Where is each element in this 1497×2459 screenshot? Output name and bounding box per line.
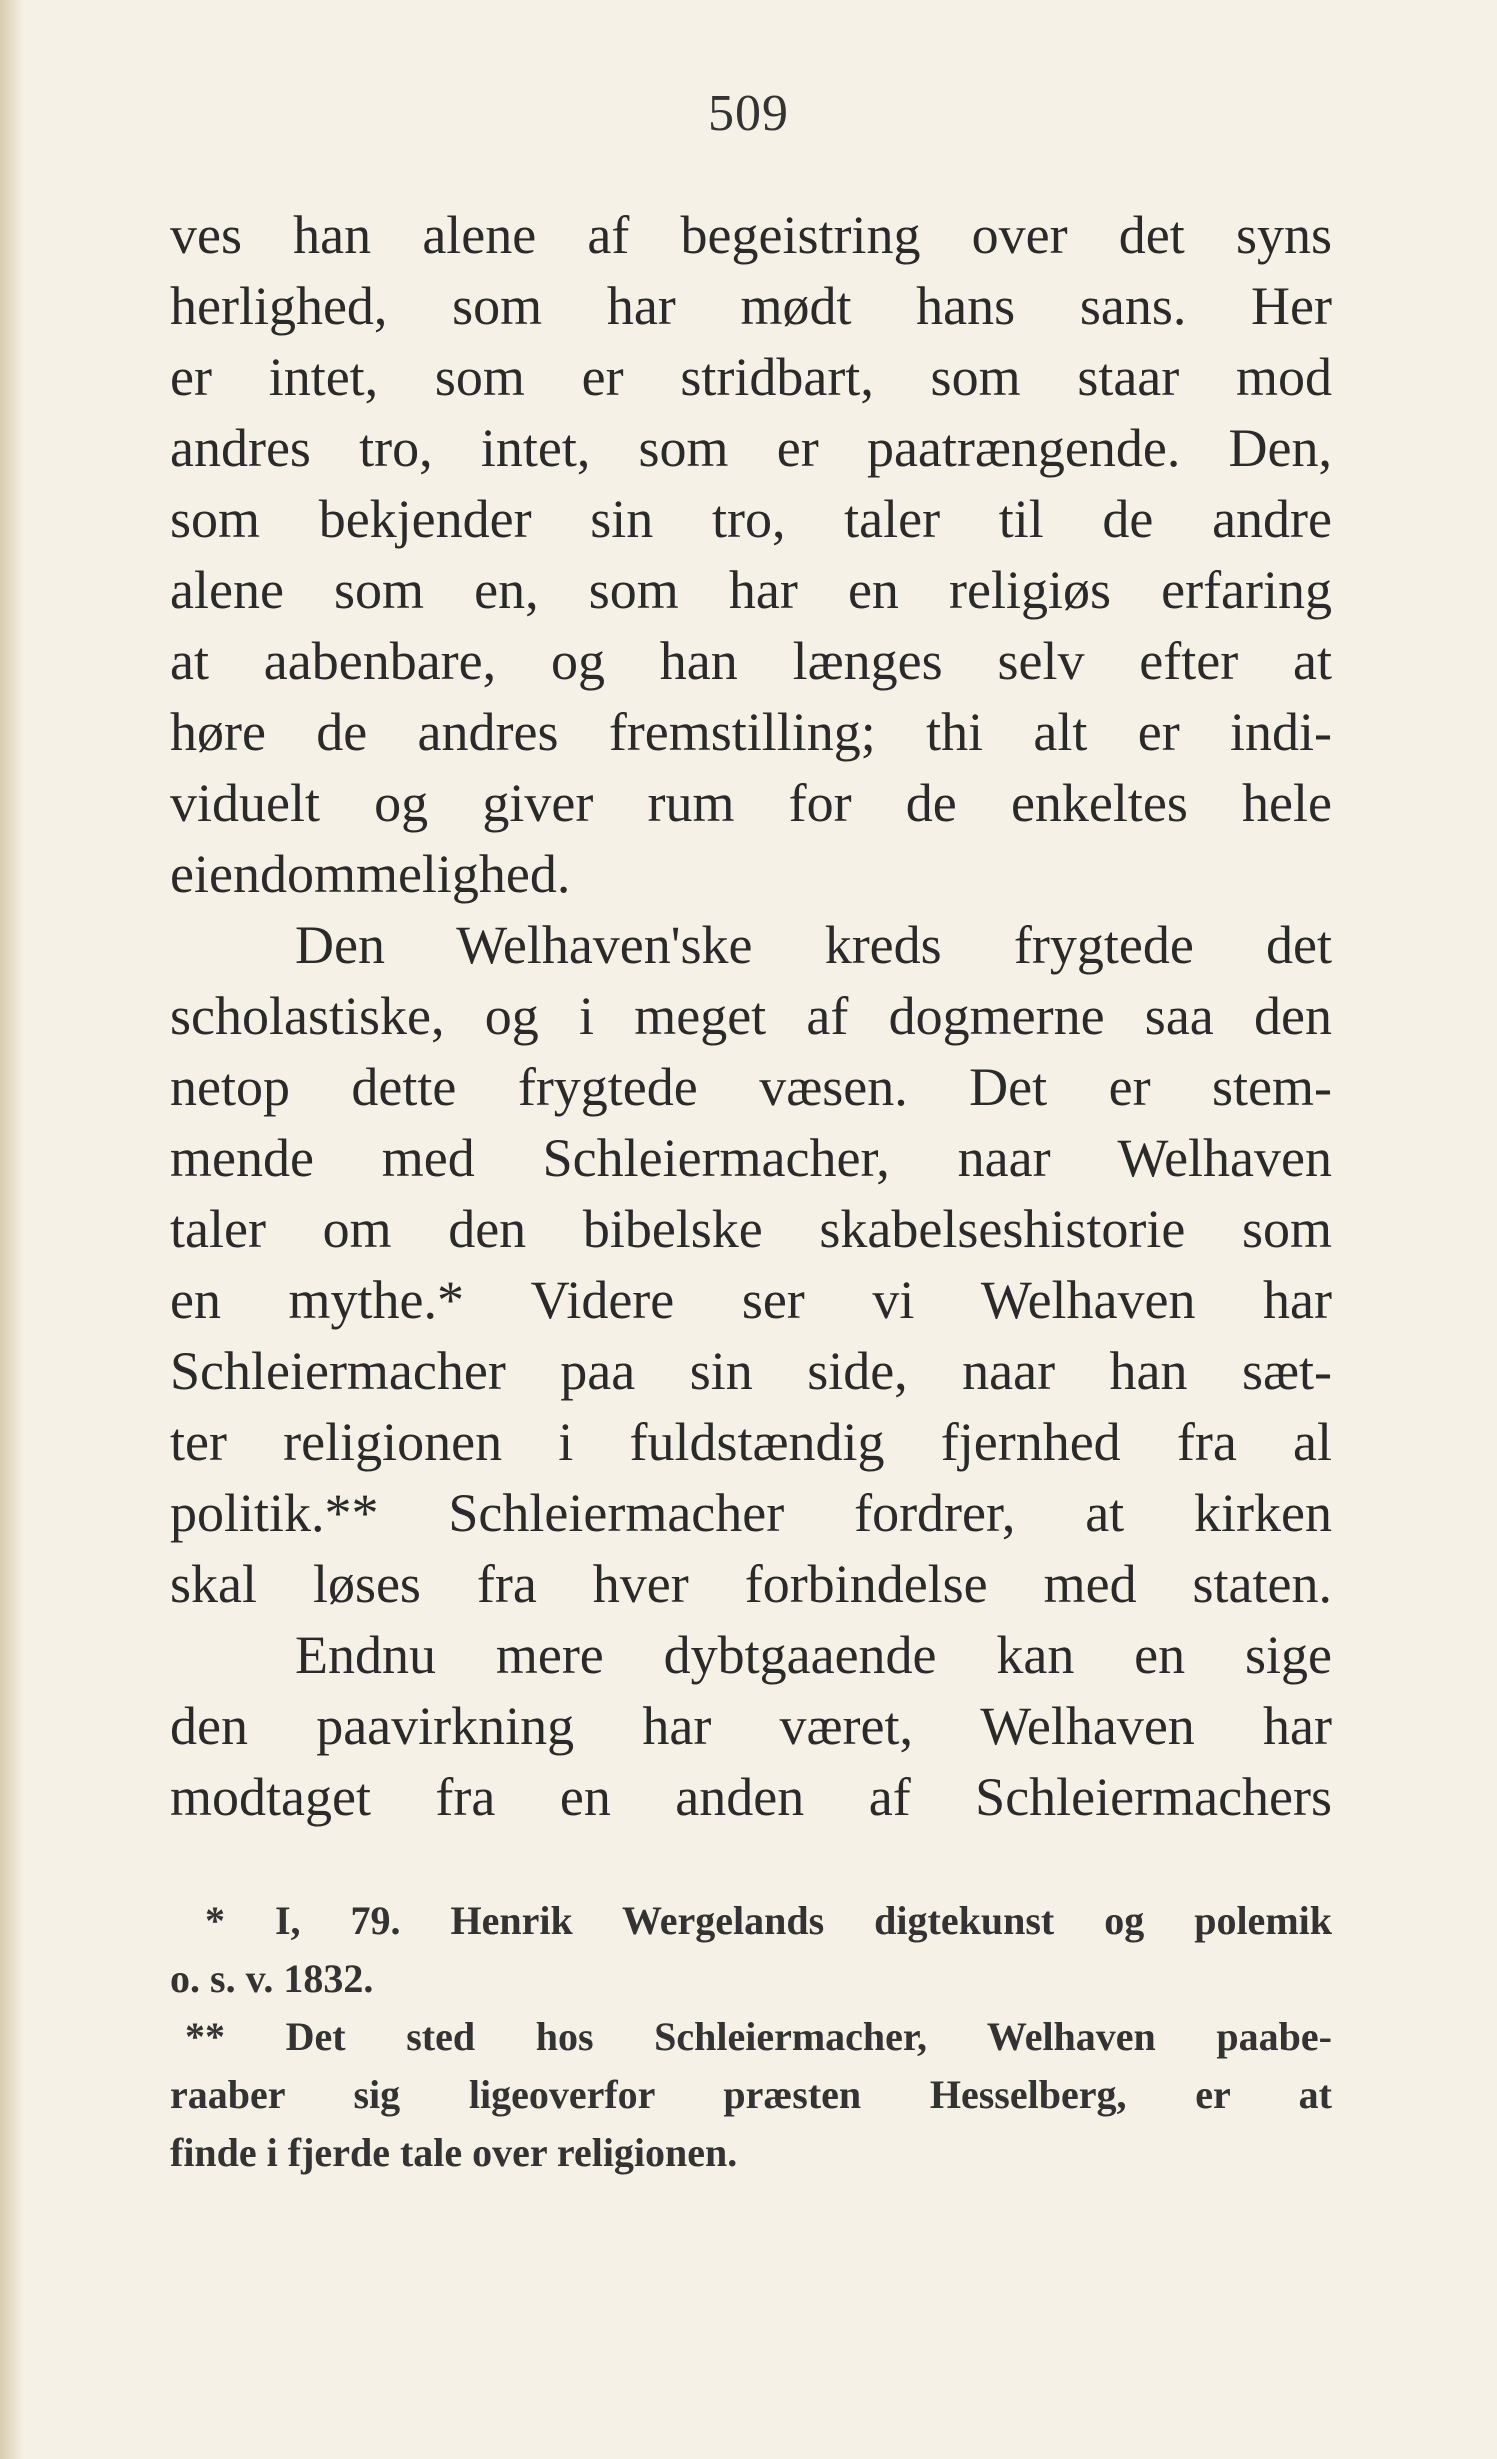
- text-line: taler om den bibelske skabelseshistorie som: [170, 1199, 1332, 1259]
- text-line: skal løses fra hver forbindelse med staten.: [170, 1554, 1332, 1614]
- text-line: mende med Schleiermacher, naar Welhaven: [170, 1128, 1332, 1188]
- text-line: den paavirkning har været, Welhaven har: [170, 1696, 1332, 1756]
- text-line: politik.** Schleiermacher fordrer, at kirken: [170, 1483, 1332, 1543]
- text-line: ter religionen i fuldstændig fjernhed fra al: [170, 1412, 1332, 1472]
- text-line: Endnu mere dybtgaaende kan en sige: [295, 1625, 1332, 1685]
- text-line: Den Welhaven'ske kreds frygtede det: [295, 915, 1332, 975]
- text-line: modtaget fra en anden af Schleiermachers: [170, 1767, 1332, 1827]
- text-line: en mythe.* Videre ser vi Welhaven har: [170, 1270, 1332, 1330]
- text-line: scholastiske, og i meget af dogmerne saa den: [170, 986, 1332, 1046]
- text-line: alene som en, som har en religiøs erfaring: [170, 560, 1332, 620]
- footnote-line: o. s. v. 1832.: [170, 1956, 374, 2001]
- footnote-line: raaber sig ligeoverfor præsten Hesselberg, er at: [170, 2072, 1332, 2117]
- footnote-line: * I, 79. Henrik Wergelands digtekunst og polemik: [205, 1898, 1332, 1943]
- text-line: viduelt og giver rum for de enkeltes hele: [170, 773, 1332, 833]
- text-line: herlighed, som har mødt hans sans. Her: [170, 276, 1332, 336]
- footnote-line: ** Det sted hos Schleiermacher, Welhaven paabe-: [185, 2014, 1332, 2059]
- page-number: 509: [708, 85, 789, 142]
- text-line: netop dette frygtede væsen. Det er stem-: [170, 1057, 1332, 1117]
- text-line: er intet, som er stridbart, som staar mod: [170, 347, 1332, 407]
- text-line: høre de andres fremstilling; thi alt er indi-: [170, 702, 1332, 762]
- text-line: andres tro, intet, som er paatrængende. Den,: [170, 418, 1332, 478]
- body-text: [170, 200, 1332, 1833]
- text-line: eiendommelighed.: [170, 844, 571, 904]
- text-line: ves han alene af begeistring over det syns: [170, 205, 1332, 265]
- text-line: som bekjender sin tro, taler til de andre: [170, 489, 1332, 549]
- footnotes: [170, 1892, 1332, 2182]
- footnote-line: finde i fjerde tale over religionen.: [170, 2130, 738, 2175]
- page-edge-shadow: [0, 0, 24, 2459]
- text-line: Schleiermacher paa sin side, naar han sæt-: [170, 1341, 1332, 1401]
- text-line: at aabenbare, og han længes selv efter at: [170, 631, 1332, 691]
